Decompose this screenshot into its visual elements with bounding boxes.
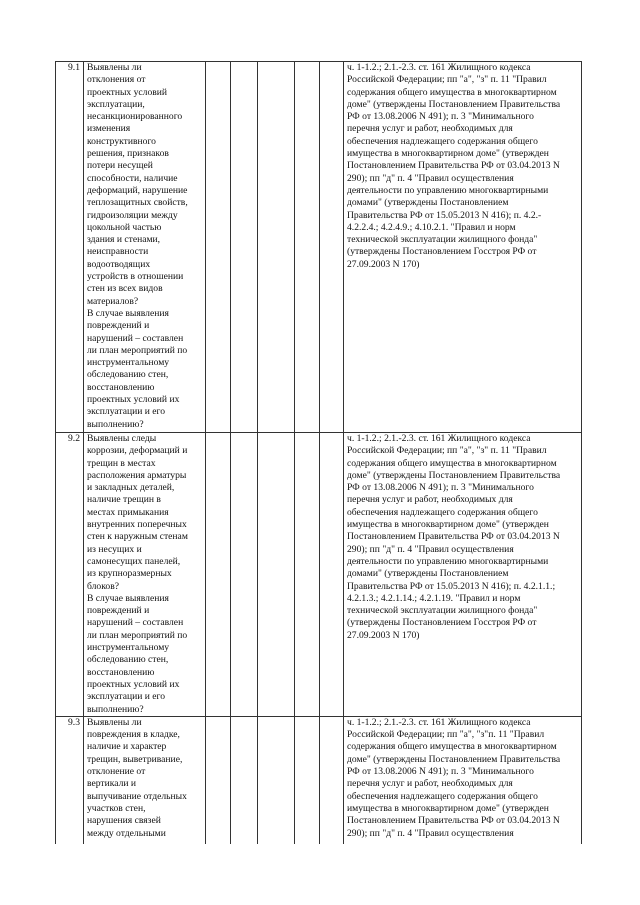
legal-reference-cell: ч. 1-1.2.; 2.1.-2.3. ст. 161 Жилищного кодекса Российской Федерации; пп "а", "з" п. 11 "Правил содержания общего имущества в многоквартирном доме" (утверждены Постановлением Правительства РФ от 13.08.2006 N 491); п. 3 "Минимального перечня услуг и работ, необходимых для обеспечения надлежащего содержания общего имущества в многоквартирном доме" (утвержден Постановлением Правительства РФ от 03.04.2013 N 290); пп "д" п. 4 "Правил осуществления деятельности по управлению многоквартирными домами" (утверждены Постановлением Правительства РФ от 15.05.2013 N 416); п. 4.2.- 4.2.2.4.; 4.2.4.9.; 4.10.2.1. "Правил и норм технической эксплуатации жилищного фонда" (утверждены Постановлением Госстроя РФ от 27.09.2003 N 170) bbox=[344, 62, 582, 433]
answer-na-cell bbox=[258, 62, 295, 433]
table-row bbox=[56, 716, 582, 844]
answer-yes-cell bbox=[206, 433, 231, 717]
table-row bbox=[56, 62, 582, 433]
answer-yes-cell bbox=[206, 62, 231, 433]
answer-note-cell bbox=[320, 433, 344, 717]
table-row bbox=[56, 433, 582, 717]
legal-reference-cell: ч. 1-1.2.; 2.1.-2.3. ст. 161 Жилищного кодекса Российской Федерации; пп "а", "з" п. 11 "Правил содержания общего имущества в многоквартирном доме" (утверждены Постановлением Правительства РФ от 13.08.2006 N 491); п. 3 "Минимального перечня услуг и работ, необходимых для обеспечения надлежащего содержания общего имущества в многоквартирном доме" (утвержден Постановлением Правительства РФ от 03.04.2013 N 290); пп "д" п. 4 "Правил осуществления деятельности по управлению многоквартирными домами" (утверждены Постановлением Правительства РФ от 15.05.2013 N 416); п. 4.2.1.1.; 4.2.1.3.; 4.2.1.14.; 4.2.1.19. "Правил и норм технической эксплуатации жилищного фонда" (утверждены Постановлением Госстроя РФ от 27.09.2003 N 170) bbox=[344, 433, 582, 717]
row-number: 9.3 bbox=[56, 716, 84, 844]
answer-note-cell bbox=[320, 716, 344, 844]
answer-extra-cell bbox=[295, 433, 320, 717]
answer-extra-cell bbox=[295, 62, 320, 433]
answer-no-cell bbox=[231, 716, 258, 844]
checklist-table bbox=[55, 61, 582, 844]
question-cell: Выявлены следы коррозии, деформаций и трещин в местах расположения арматуры и закладных деталей, наличие трещин в местах примыкания внутренних поперечных стен к наружным стенам из несущих и самонесущих панелей, из крупноразмерных блоков? В случае выявления повреждений и нарушений – составлен ли план мероприятий по инструментальному обследованию стен, восстановлению проектных условий их эксплуатации и его выполнению? bbox=[84, 433, 206, 717]
question-cell: Выявлены ли отклонения от проектных условий эксплуатации, несанкционированного изменения конструктивного решения, признаков потери несущей способности, наличие деформаций, нарушение теплозащитных свойств, гидроизоляции между цокольной частью здания и стенами, неисправности водоотводящих устройств в отношении стен из всех видов материалов? В случае выявления повреждений и нарушений – составлен ли план мероприятий по инструментальному обследованию стен, восстановлению проектных условий их эксплуатации и его выполнению? bbox=[84, 62, 206, 433]
answer-extra-cell bbox=[295, 716, 320, 844]
answer-no-cell bbox=[231, 62, 258, 433]
row-number: 9.2 bbox=[56, 433, 84, 717]
answer-na-cell bbox=[258, 433, 295, 717]
answer-na-cell bbox=[258, 716, 295, 844]
answer-no-cell bbox=[231, 433, 258, 717]
legal-reference-cell: ч. 1-1.2.; 2.1.-2.3. ст. 161 Жилищного кодекса Российской Федерации; пп "а", "з"п. 11 "Правил содержания общего имущества в многоквартирном доме" (утверждены Постановлением Правительства РФ от 13.08.2006 N 491); п. 3 "Минимального перечня услуг и работ, необходимых для обеспечения надлежащего содержания общего имущества в многоквартирном доме" (утвержден Постановлением Правительства РФ от 03.04.2013 N 290); пп "д" п. 4 "Правил осуществления bbox=[344, 716, 582, 844]
answer-note-cell bbox=[320, 62, 344, 433]
answer-yes-cell bbox=[206, 716, 231, 844]
row-number: 9.1 bbox=[56, 62, 84, 433]
question-cell: Выявлены ли повреждения в кладке, наличие и характер трещин, выветривание, отклонение от вертикали и выпучивание отдельных участков стен, нарушения связей между отдельными bbox=[84, 716, 206, 844]
